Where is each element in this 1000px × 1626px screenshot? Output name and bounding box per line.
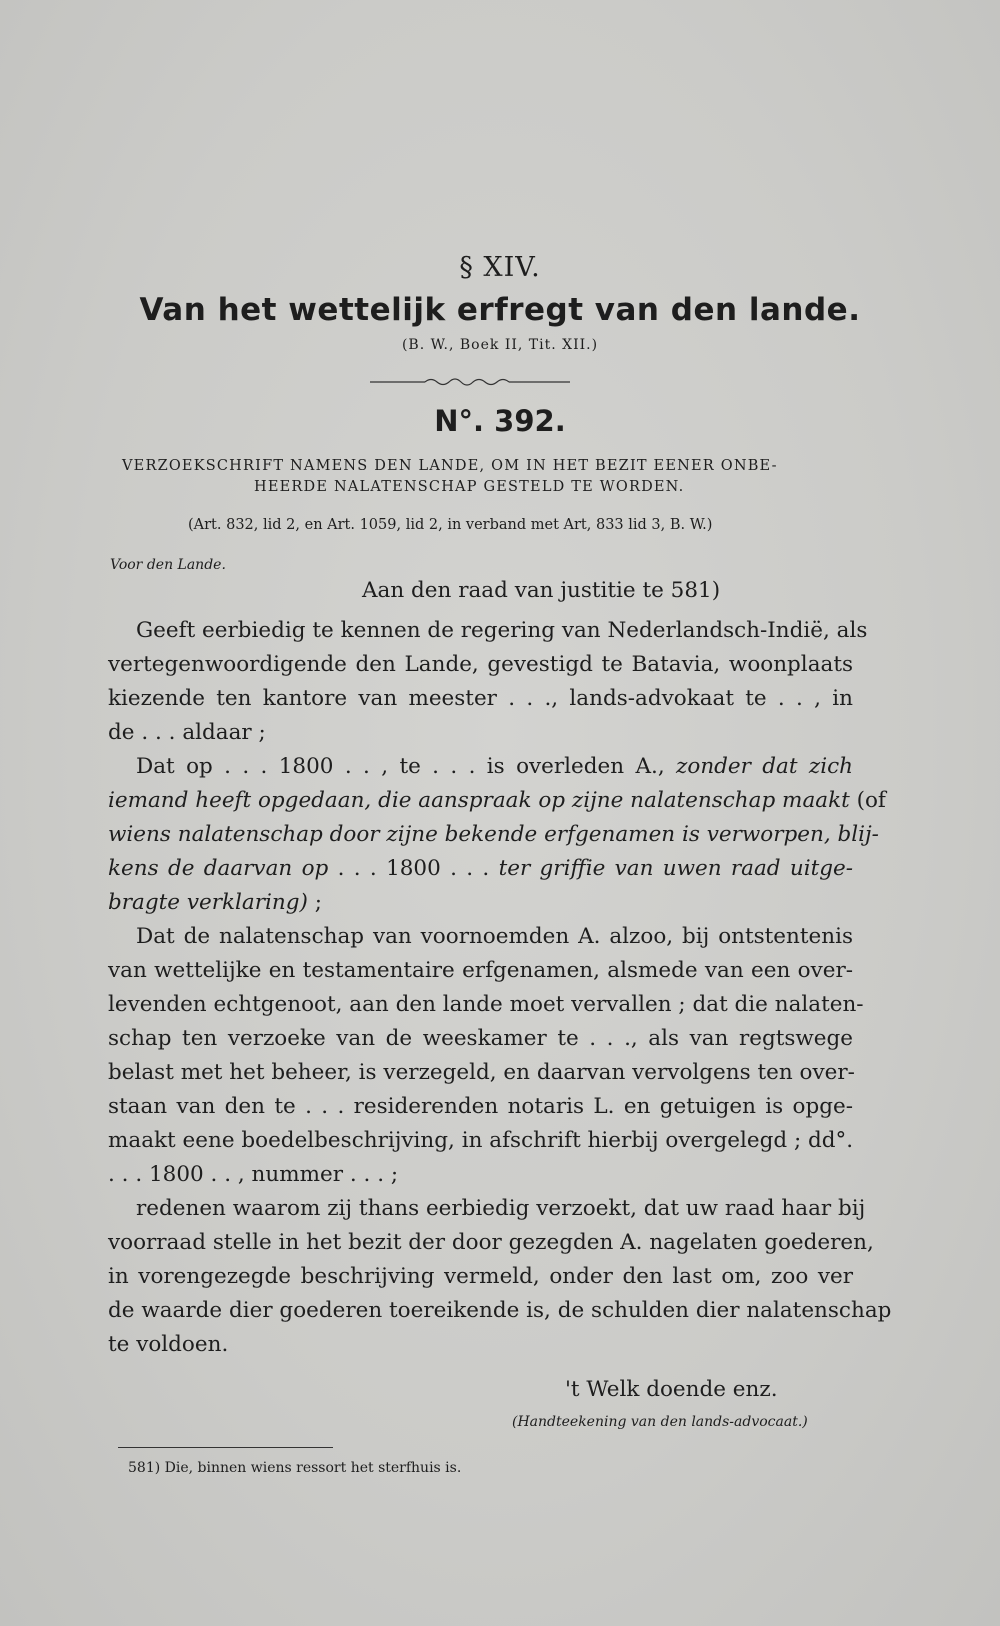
- text-line: staan van den te . . . residerenden notaris L. en getuigen is opge-: [108, 1094, 853, 1119]
- italic-fragment: bragte verklaring): [108, 890, 308, 915]
- text-line: belast met het beheer, is verzegeld, en daarvan vervolgens ten over-: [108, 1060, 855, 1085]
- closing-formula: 't Welk doende enz.: [565, 1377, 778, 1402]
- text-line: schap ten verzoeke van de weeskamer te . . ., als van regtswege: [108, 1026, 853, 1051]
- italic-fragment: iemand heeft opgedaan, die aanspraak op zijne nalatenschap maakt: [108, 788, 850, 813]
- text-line: [108, 852, 853, 886]
- margin-note: Voor den Lande.: [110, 557, 226, 573]
- footnote-divider: [118, 1447, 333, 1448]
- paragraph-3: [108, 920, 864, 1192]
- italic-fragment: kens de daarvan op: [108, 856, 329, 881]
- text-line: de . . . aldaar ;: [108, 720, 266, 745]
- document-number: N°. 392.: [434, 404, 566, 438]
- text-line: wiens nalatenschap door zijne bekende erfgenamen is verworpen, blij-: [108, 822, 879, 847]
- text-line: [108, 750, 853, 784]
- text-fragment: (of: [856, 788, 886, 813]
- text-line: van wettelijke en testamentaire erfgenamen, alsmede van een over-: [108, 958, 853, 983]
- address-line: Aan den raad van justitie te 581): [362, 578, 721, 603]
- text-line: vertegenwoordigende den Lande, gevestigd te Batavia, woonplaats: [108, 652, 853, 677]
- text-line: Geeft eerbiedig te kennen de regering van Nederlandsch-Indië, als: [136, 618, 868, 643]
- text-fragment: Dat op . . . 1800 . . , te . . . is overleden A.,: [136, 754, 665, 779]
- text-line: [108, 784, 886, 818]
- ornament-divider: [370, 374, 580, 388]
- footnote: 581) Die, binnen wiens ressort het sterfhuis is.: [128, 1460, 462, 1476]
- text-line: . . . 1800 . . , nummer . . . ;: [108, 1162, 399, 1187]
- signature-note: (Handteekening van den lands-advocaat.): [512, 1414, 808, 1430]
- text-line: te voldoen.: [108, 1332, 229, 1357]
- section-heading: § XIV.: [459, 252, 541, 283]
- text-line: maakt eene boedelbeschrijving, in afschrift hierbij overgelegd ; dd°.: [108, 1128, 854, 1153]
- text-line: kiezende ten kantore van meester . . ., lands-advokaat te . . , in: [108, 686, 853, 711]
- paragraph-4: [108, 1192, 892, 1362]
- paragraph-2: [108, 750, 886, 920]
- text-line: [108, 886, 853, 920]
- paragraph-1: [108, 614, 868, 750]
- text-line: levenden echtgenoot, aan den lande moet vervallen ; dat die nalaten-: [108, 992, 864, 1017]
- text-line: in vorengezegde beschrijving vermeld, onder den last om, zoo ver: [108, 1264, 853, 1289]
- caption-line-1: VERZOEKSCHRIFT NAMENS DEN LANDE, OM IN HET BEZIT EENER ONBE-: [122, 458, 778, 474]
- text-line: voorraad stelle in het bezit der door gezegden A. nagelaten goederen,: [108, 1230, 874, 1255]
- text-line: Dat de nalatenschap van voornoemden A. alzoo, bij ontstentenis: [136, 924, 853, 949]
- text-line: redenen waarom zij thans eerbiedig verzoekt, dat uw raad haar bij: [136, 1196, 866, 1221]
- caption-line-2: HEERDE NALATENSCHAP GESTELD TE WORDEN.: [254, 479, 685, 495]
- italic-fragment: zonder dat zich: [676, 754, 853, 779]
- article-reference: (Art. 832, lid 2, en Art. 1059, lid 2, in verband met Art, 833 lid 3, B. W.): [188, 517, 713, 533]
- text-line: de waarde dier goederen toereikende is, de schulden dier nalatenschap: [108, 1298, 892, 1323]
- text-fragment: ;: [314, 890, 322, 915]
- page-title: Van het wettelijk erfregt van den lande.: [139, 292, 861, 328]
- reference-line: (B. W., Boek II, Tit. XII.): [401, 337, 599, 353]
- text-fragment: . . . 1800 . . .: [337, 856, 490, 881]
- italic-fragment: ter griffie van uwen raad uitge-: [498, 856, 853, 881]
